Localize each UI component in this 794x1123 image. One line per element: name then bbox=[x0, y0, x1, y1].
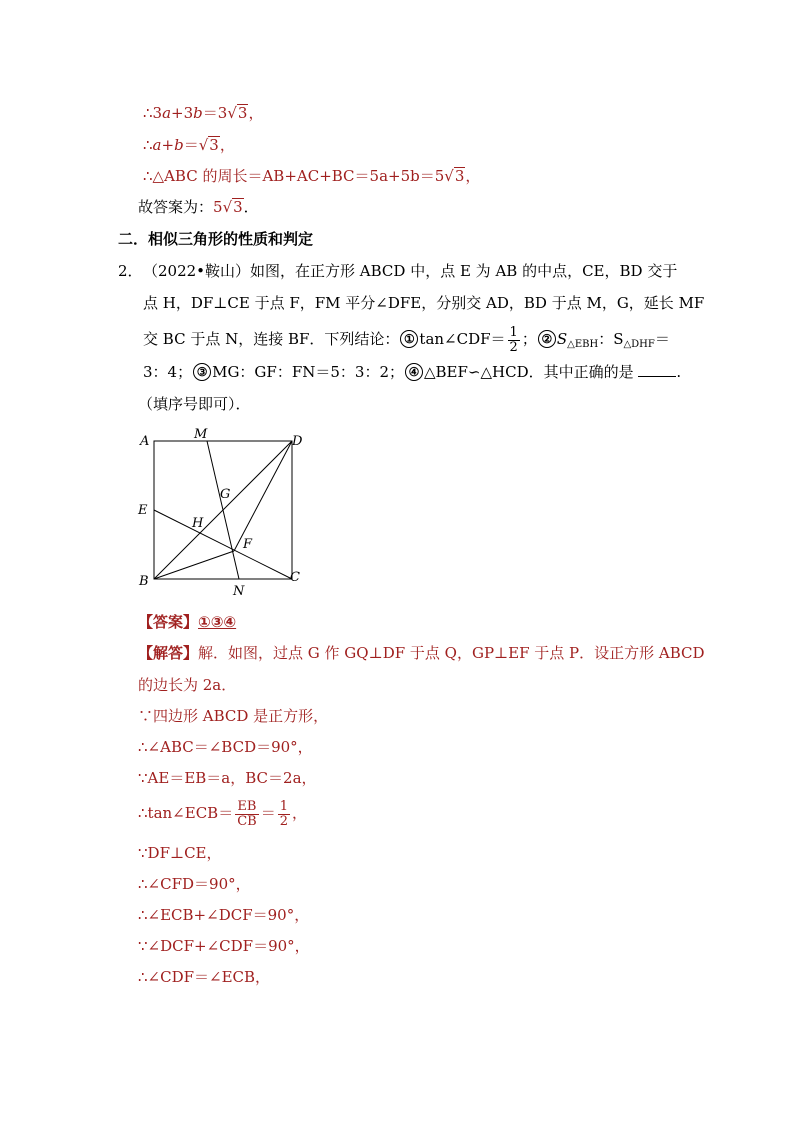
solution-line-1 bbox=[138, 643, 705, 663]
denominator: 2 bbox=[509, 339, 518, 355]
answer-label: 【答案】 bbox=[138, 613, 199, 631]
label-h: H bbox=[192, 516, 204, 531]
punct: ， bbox=[248, 104, 264, 122]
var-a: a bbox=[152, 136, 162, 154]
choice-3-text: MG：GF：FN＝5：3：2； bbox=[212, 363, 404, 381]
geometry-figure bbox=[135, 424, 315, 600]
solution-line-5: ∵AE＝EB＝a，BC＝2a， bbox=[138, 769, 317, 787]
step-line-3: ∴△ABC 的周长＝AB+AC+BC＝5a+5b＝5√3， bbox=[143, 167, 481, 185]
label-g: G bbox=[220, 487, 231, 502]
punct: ， bbox=[292, 804, 308, 822]
answer-blank bbox=[638, 362, 676, 377]
question-line-1: （2022•鞍山）如图，在正方形 ABCD 中，点 E 为 AB 的中点，CE，BD 交于 bbox=[143, 262, 678, 280]
punct: ， bbox=[219, 136, 235, 154]
coef: 3 bbox=[152, 104, 163, 122]
solution-line-11: ∴∠CDF＝∠ECB， bbox=[138, 968, 271, 986]
subscript: △EBH bbox=[567, 339, 599, 350]
fraction bbox=[235, 800, 259, 829]
answer-line bbox=[138, 612, 236, 632]
solution-line-10: ∵∠DCF+∠CDF＝90°， bbox=[138, 937, 310, 955]
equals: ＝ bbox=[260, 804, 276, 822]
punct: ， bbox=[465, 167, 481, 185]
choice-marker-2: ② bbox=[538, 330, 556, 348]
equals: ＝ bbox=[654, 330, 670, 348]
choice-marker-3: ③ bbox=[193, 363, 211, 381]
radicand: 3 bbox=[233, 198, 243, 216]
question-number: 2． bbox=[118, 262, 143, 280]
var-b: b bbox=[193, 104, 203, 122]
question-line-2: 点 H，DF⊥CE 于点 F，FM 平分∠DFE，分别交 AD，BD 于点 M，G，延长 MF bbox=[143, 294, 705, 312]
punct: . bbox=[676, 363, 682, 381]
label-f: F bbox=[243, 537, 253, 552]
var-b: b bbox=[174, 136, 184, 154]
label-c: C bbox=[290, 570, 300, 585]
label-d: D bbox=[292, 434, 303, 449]
equals: ＝3 bbox=[202, 104, 228, 122]
label-e: E bbox=[138, 503, 148, 518]
step-line-2: ∴a+b＝√3， bbox=[143, 136, 235, 154]
tan-text: ∴tan∠ECB＝ bbox=[138, 804, 234, 822]
solution-line-4: ∴∠ABC＝∠BCD＝90°， bbox=[138, 738, 313, 756]
denominator: CB bbox=[237, 813, 257, 829]
segment-bf bbox=[154, 551, 234, 579]
solution-line-8: ∴∠CFD＝90°， bbox=[138, 875, 251, 893]
numerator: 1 bbox=[509, 324, 518, 340]
solution-line-9: ∴∠ECB+∠DCF＝90°， bbox=[138, 906, 310, 924]
plus: + bbox=[161, 136, 175, 154]
choice-marker-1: ① bbox=[400, 330, 418, 348]
area-symbol: S bbox=[556, 330, 568, 348]
question-line-4 bbox=[143, 362, 681, 382]
answer-prefix: 故答案为： bbox=[138, 198, 214, 216]
answer-line: 故答案为：5√3． bbox=[138, 198, 259, 216]
radicand: 3 bbox=[209, 136, 219, 154]
ratio-text: ：S bbox=[598, 330, 624, 348]
equals: ＝ bbox=[183, 136, 199, 154]
solution-line-2: 的边长为 2a． bbox=[138, 676, 237, 694]
segment-ec bbox=[154, 510, 292, 579]
therefore-symbol: ∴ bbox=[143, 136, 153, 154]
question-line-3 bbox=[143, 324, 670, 360]
label-b: B bbox=[139, 574, 149, 589]
numerator: 1 bbox=[279, 798, 288, 814]
segment-df bbox=[234, 441, 292, 551]
solution-text: 解．如图，过点 G 作 GQ⊥DF 于点 Q，GP⊥EF 于点 P．设正方形 ABCD bbox=[198, 644, 705, 662]
solution-line-3: ∵四边形 ABCD 是正方形， bbox=[138, 707, 329, 725]
fraction bbox=[278, 800, 290, 829]
therefore-symbol: ∴ bbox=[143, 104, 153, 122]
section-title: 二．相似三角形的性质和判定 bbox=[118, 230, 314, 248]
coef: +3 bbox=[171, 104, 194, 122]
solution-line-6 bbox=[138, 796, 307, 830]
label-a: A bbox=[140, 434, 150, 449]
var-a: a bbox=[162, 104, 172, 122]
radicand: 3 bbox=[237, 104, 248, 122]
numerator: EB bbox=[235, 800, 259, 815]
ratio-text: 3：4； bbox=[143, 363, 193, 381]
subscript: △DHF bbox=[623, 339, 655, 350]
solution-line-7: ∵DF⊥CE， bbox=[138, 844, 222, 862]
choice-marker-4: ④ bbox=[405, 363, 423, 381]
answer-value: ①③④ bbox=[198, 613, 237, 631]
solution-label: 【解答】 bbox=[138, 644, 199, 662]
question-text: 交 BC 于点 N，连接 BF．下列结论： bbox=[143, 330, 400, 348]
radicand: 3 bbox=[454, 167, 465, 185]
fraction bbox=[508, 326, 520, 355]
choice-1-text: tan∠CDF＝ bbox=[419, 330, 506, 348]
punct: ； bbox=[521, 330, 537, 348]
punct: ． bbox=[243, 198, 259, 216]
label-n: N bbox=[233, 584, 245, 599]
label-m: M bbox=[194, 427, 208, 442]
perimeter-text: ∴△ABC 的周长＝AB+AC+BC＝5a+5b＝5 bbox=[143, 167, 445, 185]
answer-coef: 5 bbox=[213, 198, 223, 216]
choice-4-text: △BEF∽△HCD．其中正确的是 bbox=[424, 363, 634, 381]
question-line-5: （填序号即可）． bbox=[138, 395, 251, 413]
step-line-1: ∴3a+3b＝3√3， bbox=[143, 104, 264, 122]
denominator: 2 bbox=[279, 813, 288, 829]
